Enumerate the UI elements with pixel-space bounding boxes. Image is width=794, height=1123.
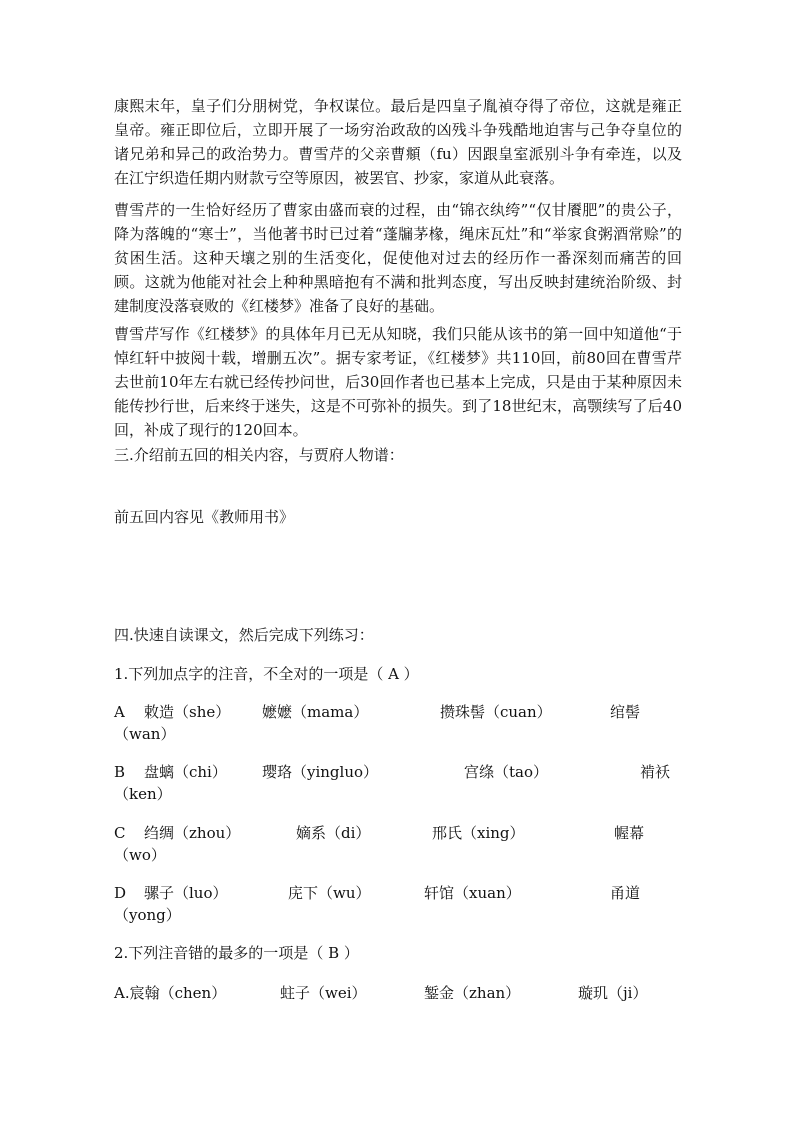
- option-label: D: [114, 884, 127, 902]
- option-item: 甬道: [610, 884, 641, 902]
- option-item: 褃袄: [640, 763, 671, 781]
- option-label: A: [114, 703, 125, 721]
- option-item: 庑下（wu）: [288, 884, 371, 902]
- question-2-option-a: [114, 982, 682, 1004]
- question-1-stem: 1.下列加点字的注音，不全对的一项是（ A ）: [114, 665, 419, 683]
- question-1-option-a: [114, 701, 682, 745]
- paragraph-writing-history: 曹雪芹写作《红楼梦》的具体年月已无从知晓，我们只能从该书的第一回中知道他“于悼红轩中披阅十载，增删五次”。据专家考证，《红楼梦》共110回，前80回在曹雪芹去世前10年左右就已经传抄问世，后30回作者也已基本上完成，只是由于某种原因未能传抄行世，后来终于迷失，这是不可弥补的损失。到了18世纪末，高颚续写了后40回，补成了现行的120回本。: [114, 325, 682, 439]
- option-item: 蛀子（wei）: [280, 984, 367, 1002]
- question-1-option-d: [114, 882, 682, 926]
- option-item: 邢氏（xing）: [432, 824, 525, 842]
- question-2-stem: 2.下列注音错的最多的一项是（ B ）: [114, 944, 359, 962]
- option-item: 宫绦（tao）: [464, 763, 549, 781]
- option-item: 幄幕: [614, 824, 645, 842]
- option-item-continued: （wan）: [114, 725, 176, 743]
- option-item: 盘螭（chi）: [144, 763, 227, 781]
- option-item: 骡子（luo）: [144, 884, 228, 902]
- option-item: 璎珞（yingluo）: [262, 763, 379, 781]
- option-item-continued: （wo）: [114, 846, 166, 864]
- option-item: 璇玑（ji）: [578, 984, 648, 1002]
- option-label: B: [114, 763, 126, 781]
- option-item-continued: （yong）: [114, 906, 181, 924]
- option-item: 绾髻: [610, 703, 641, 721]
- section-four-heading: 四.快速自读课文，然后完成下列练习：: [114, 626, 374, 644]
- option-item: 绉绸（zhou）: [144, 824, 241, 842]
- option-item: 攒珠髻（cuan）: [440, 703, 552, 721]
- question-1-option-c: [114, 822, 682, 866]
- option-item: 敕造（she）: [144, 703, 231, 721]
- paragraph-cao-xueqin-life: 曹雪芹的一生恰好经历了曹家由盛而衰的过程，由“锦衣纨绔”“仅甘餍肥”的贵公子，降为落魄的“寒士”，当他著书时已过着“蓬牖茅椽，绳床瓦灶”和“举家食粥酒常赊”的贫困生活。这种天壤之别的生活变化，促使他对过去的经历作一番深刻而痛苦的回顾。这就为他能对社会上种种黑暗抱有不满和批判态度，写出反映封建统治阶级、封建制度没落衰败的《红楼梦》准备了良好的基础。: [114, 201, 682, 315]
- option-label: C: [114, 824, 126, 842]
- option-item: 錾金（zhan）: [424, 984, 521, 1002]
- option-item: A.宸翰（chen）: [114, 984, 227, 1002]
- option-item: 嫡系（di）: [296, 824, 371, 842]
- option-item: 轩馆（xuan）: [424, 884, 521, 902]
- paragraph-yongzheng: 康熙末年，皇子们分朋树党，争权谋位。最后是四皇子胤禎夺得了帝位，这就是雍正皇帝。雍正即位后，立即开展了一场穷治政敌的凶残斗争残酷地迫害与己争夺皇位的诸兄弟和异己的政治势力。曹雪芹的父亲曹頫（fu）因跟皇室派别斗争有牵连，以及在江宁织造任期内财款亏空等原因，被罢官、抄家，家道从此衰落。: [114, 97, 682, 187]
- question-1-option-b: [114, 761, 682, 805]
- option-item: 嬷嬷（mama）: [262, 703, 369, 721]
- option-item-continued: （ken）: [114, 785, 172, 803]
- section-three-note: 前五回内容见《教师用书》: [114, 508, 295, 526]
- section-three-heading: 三.介绍前五回的相关内容，与贾府人物谱：: [114, 446, 404, 464]
